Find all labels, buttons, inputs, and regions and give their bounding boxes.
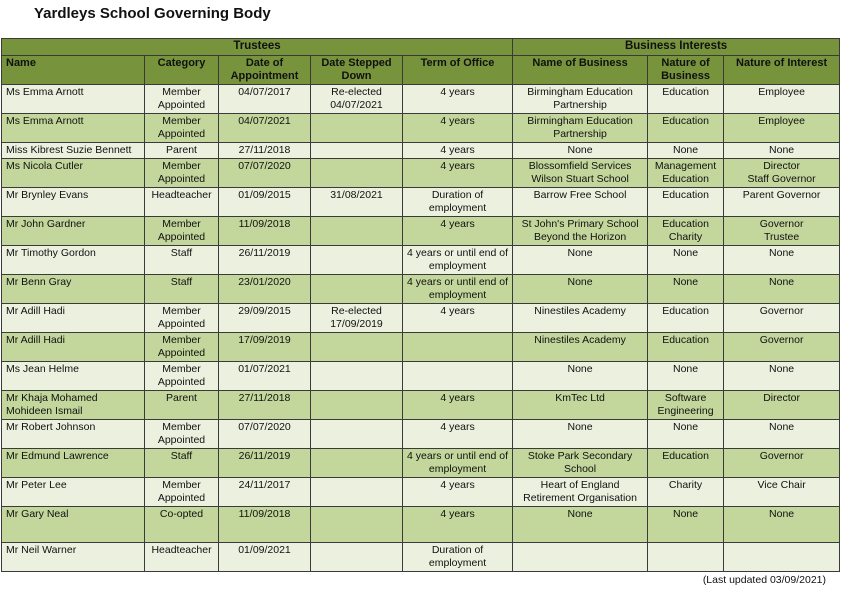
column-header-nature-of-interest: Nature of Interest	[724, 56, 840, 85]
cell-term-of-office: Duration of employment	[403, 543, 513, 572]
cell-name: Mr Adill Hadi	[2, 304, 145, 333]
cell-name: Ms Emma Arnott	[2, 114, 145, 143]
cell-nature-of-interest: None	[724, 507, 840, 543]
cell-nature-of-interest: Governor	[724, 333, 840, 362]
cell-nature-of-business: Education	[648, 304, 724, 333]
cell-date-stepped-down	[311, 143, 403, 159]
cell-nature-of-interest: None	[724, 275, 840, 304]
table-row	[2, 275, 840, 304]
cell-date-stepped-down	[311, 246, 403, 275]
cell-nature-of-interest: Governor	[724, 304, 840, 333]
cell-date-of-appointment: 01/07/2021	[219, 362, 311, 391]
cell-date-of-appointment: 23/01/2020	[219, 275, 311, 304]
cell-name: Mr Gary Neal	[2, 507, 145, 543]
cell-nature-of-interest: Governor Trustee	[724, 217, 840, 246]
last-updated-note: (Last updated 03/09/2021)	[702, 574, 826, 586]
cell-name-of-business: None	[513, 362, 648, 391]
cell-name-of-business: Ninestiles Academy	[513, 333, 648, 362]
cell-name-of-business: Ninestiles Academy	[513, 304, 648, 333]
cell-term-of-office: 4 years	[403, 143, 513, 159]
cell-date-stepped-down	[311, 507, 403, 543]
table-row	[2, 159, 840, 188]
cell-category: Member Appointed	[145, 304, 219, 333]
cell-term-of-office: 4 years or until end of employment	[403, 449, 513, 478]
cell-date-of-appointment: 01/09/2021	[219, 543, 311, 572]
cell-nature-of-interest: None	[724, 246, 840, 275]
cell-date-of-appointment: 26/11/2019	[219, 449, 311, 478]
trustees-group-header: Trustees	[2, 39, 513, 56]
cell-name: Mr Brynley Evans	[2, 188, 145, 217]
cell-nature-of-interest: Director	[724, 391, 840, 420]
cell-date-stepped-down	[311, 543, 403, 572]
cell-date-stepped-down	[311, 391, 403, 420]
cell-date-stepped-down: Re-elected 04/07/2021	[311, 85, 403, 114]
cell-date-of-appointment: 04/07/2021	[219, 114, 311, 143]
cell-nature-of-business: Education	[648, 333, 724, 362]
cell-category: Headteacher	[145, 543, 219, 572]
cell-nature-of-business: Education	[648, 114, 724, 143]
cell-name: Mr Khaja Mohamed Mohideen Ismail	[2, 391, 145, 420]
cell-nature-of-business: None	[648, 362, 724, 391]
column-header-name: Name	[2, 56, 145, 85]
cell-name: Mr John Gardner	[2, 217, 145, 246]
cell-term-of-office	[403, 333, 513, 362]
cell-date-of-appointment: 11/09/2018	[219, 507, 311, 543]
cell-date-of-appointment: 04/07/2017	[219, 85, 311, 114]
table-row	[2, 420, 840, 449]
cell-name: Ms Jean Helme	[2, 362, 145, 391]
cell-term-of-office: 4 years	[403, 507, 513, 543]
cell-nature-of-business: Software Engineering	[648, 391, 724, 420]
cell-nature-of-business: Education	[648, 85, 724, 114]
column-header-nature-of-business: Nature of Business	[648, 56, 724, 85]
table-row	[2, 114, 840, 143]
cell-category: Member Appointed	[145, 85, 219, 114]
cell-term-of-office: 4 years or until end of employment	[403, 275, 513, 304]
table-row	[2, 333, 840, 362]
cell-term-of-office	[403, 362, 513, 391]
cell-category: Member Appointed	[145, 478, 219, 507]
cell-name: Miss Kibrest Suzie Bennett	[2, 143, 145, 159]
cell-name-of-business: None	[513, 507, 648, 543]
cell-date-stepped-down	[311, 114, 403, 143]
cell-category: Member Appointed	[145, 420, 219, 449]
cell-date-stepped-down: 31/08/2021	[311, 188, 403, 217]
cell-date-of-appointment: 11/09/2018	[219, 217, 311, 246]
cell-term-of-office: 4 years	[403, 217, 513, 246]
cell-date-of-appointment: 27/11/2018	[219, 143, 311, 159]
cell-date-stepped-down	[311, 478, 403, 507]
cell-name-of-business: Heart of England Retirement Organisation	[513, 478, 648, 507]
cell-nature-of-business: None	[648, 420, 724, 449]
cell-date-stepped-down	[311, 362, 403, 391]
cell-nature-of-business: Education	[648, 188, 724, 217]
cell-name-of-business: Blossomfield Services Wilson Stuart School	[513, 159, 648, 188]
table-row	[2, 304, 840, 333]
cell-name-of-business: Barrow Free School	[513, 188, 648, 217]
cell-name-of-business: None	[513, 420, 648, 449]
table-row	[2, 85, 840, 114]
cell-nature-of-interest: Vice Chair	[724, 478, 840, 507]
cell-nature-of-interest: Employee	[724, 85, 840, 114]
cell-term-of-office: 4 years	[403, 391, 513, 420]
cell-date-stepped-down	[311, 420, 403, 449]
cell-date-stepped-down	[311, 333, 403, 362]
business-interests-group-header: Business Interests	[513, 39, 840, 56]
cell-nature-of-interest: None	[724, 143, 840, 159]
cell-term-of-office: Duration of employment	[403, 188, 513, 217]
cell-category: Member Appointed	[145, 114, 219, 143]
cell-category: Member Appointed	[145, 362, 219, 391]
column-header-term-of-office: Term of Office	[403, 56, 513, 85]
table-row	[2, 362, 840, 391]
cell-date-stepped-down	[311, 217, 403, 246]
cell-nature-of-business: None	[648, 246, 724, 275]
cell-name-of-business: Stoke Park Secondary School	[513, 449, 648, 478]
cell-name: Mr Edmund Lawrence	[2, 449, 145, 478]
cell-name: Mr Neil Warner	[2, 543, 145, 572]
cell-nature-of-business: Management Education	[648, 159, 724, 188]
cell-nature-of-business: None	[648, 507, 724, 543]
cell-nature-of-interest	[724, 543, 840, 572]
cell-category: Member Appointed	[145, 217, 219, 246]
cell-nature-of-interest: Governor	[724, 449, 840, 478]
cell-nature-of-interest: Parent Governor	[724, 188, 840, 217]
cell-date-of-appointment: 24/11/2017	[219, 478, 311, 507]
cell-date-of-appointment: 29/09/2015	[219, 304, 311, 333]
cell-name-of-business: None	[513, 275, 648, 304]
cell-name-of-business: St John's Primary School Beyond the Horizon	[513, 217, 648, 246]
cell-date-of-appointment: 17/09/2019	[219, 333, 311, 362]
cell-date-of-appointment: 01/09/2015	[219, 188, 311, 217]
table-row	[2, 217, 840, 246]
column-header-date-of-appointment: Date of Appointment	[219, 56, 311, 85]
cell-category: Co-opted	[145, 507, 219, 543]
cell-nature-of-interest: Director Staff Governor	[724, 159, 840, 188]
cell-nature-of-business	[648, 543, 724, 572]
cell-nature-of-interest: None	[724, 362, 840, 391]
cell-name-of-business: Birmingham Education Partnership	[513, 85, 648, 114]
cell-category: Headteacher	[145, 188, 219, 217]
cell-term-of-office: 4 years	[403, 478, 513, 507]
cell-term-of-office: 4 years	[403, 304, 513, 333]
cell-category: Staff	[145, 449, 219, 478]
cell-name-of-business: None	[513, 246, 648, 275]
cell-date-of-appointment: 07/07/2020	[219, 159, 311, 188]
cell-name: Mr Benn Gray	[2, 275, 145, 304]
cell-date-stepped-down: Re-elected 17/09/2019	[311, 304, 403, 333]
cell-date-stepped-down	[311, 449, 403, 478]
table-row	[2, 543, 840, 572]
cell-name: Mr Adill Hadi	[2, 333, 145, 362]
cell-category: Parent	[145, 143, 219, 159]
cell-name-of-business: None	[513, 143, 648, 159]
cell-term-of-office: 4 years or until end of employment	[403, 246, 513, 275]
cell-name-of-business: Birmingham Education Partnership	[513, 114, 648, 143]
cell-category: Staff	[145, 246, 219, 275]
table-row	[2, 507, 840, 543]
table-row	[2, 478, 840, 507]
cell-name-of-business: KmTec Ltd	[513, 391, 648, 420]
cell-category: Staff	[145, 275, 219, 304]
cell-name: Mr Peter Lee	[2, 478, 145, 507]
cell-category: Parent	[145, 391, 219, 420]
column-header-name-of-business: Name of Business	[513, 56, 648, 85]
cell-nature-of-interest: None	[724, 420, 840, 449]
cell-nature-of-business: Charity	[648, 478, 724, 507]
cell-name: Ms Emma Arnott	[2, 85, 145, 114]
cell-date-of-appointment: 26/11/2019	[219, 246, 311, 275]
cell-nature-of-business: None	[648, 143, 724, 159]
table-row	[2, 188, 840, 217]
governing-body-table	[1, 38, 840, 572]
cell-date-of-appointment: 07/07/2020	[219, 420, 311, 449]
table-row	[2, 449, 840, 478]
cell-term-of-office: 4 years	[403, 420, 513, 449]
cell-category: Member Appointed	[145, 333, 219, 362]
column-header-category: Category	[145, 56, 219, 85]
cell-date-stepped-down	[311, 275, 403, 304]
column-header-date-stepped-down: Date Stepped Down	[311, 56, 403, 85]
cell-name: Mr Timothy Gordon	[2, 246, 145, 275]
cell-term-of-office: 4 years	[403, 114, 513, 143]
cell-term-of-office: 4 years	[403, 85, 513, 114]
cell-term-of-office: 4 years	[403, 159, 513, 188]
cell-nature-of-interest: Employee	[724, 114, 840, 143]
cell-category: Member Appointed	[145, 159, 219, 188]
cell-name-of-business	[513, 543, 648, 572]
cell-nature-of-business: None	[648, 275, 724, 304]
cell-nature-of-business: Education	[648, 449, 724, 478]
document-title: Yardleys School Governing Body	[34, 5, 271, 22]
cell-nature-of-business: Education Charity	[648, 217, 724, 246]
cell-name: Ms Nicola Cutler	[2, 159, 145, 188]
table-row	[2, 391, 840, 420]
table-row	[2, 143, 840, 159]
table-row	[2, 246, 840, 275]
cell-name: Mr Robert Johnson	[2, 420, 145, 449]
cell-date-of-appointment: 27/11/2018	[219, 391, 311, 420]
cell-date-stepped-down	[311, 159, 403, 188]
